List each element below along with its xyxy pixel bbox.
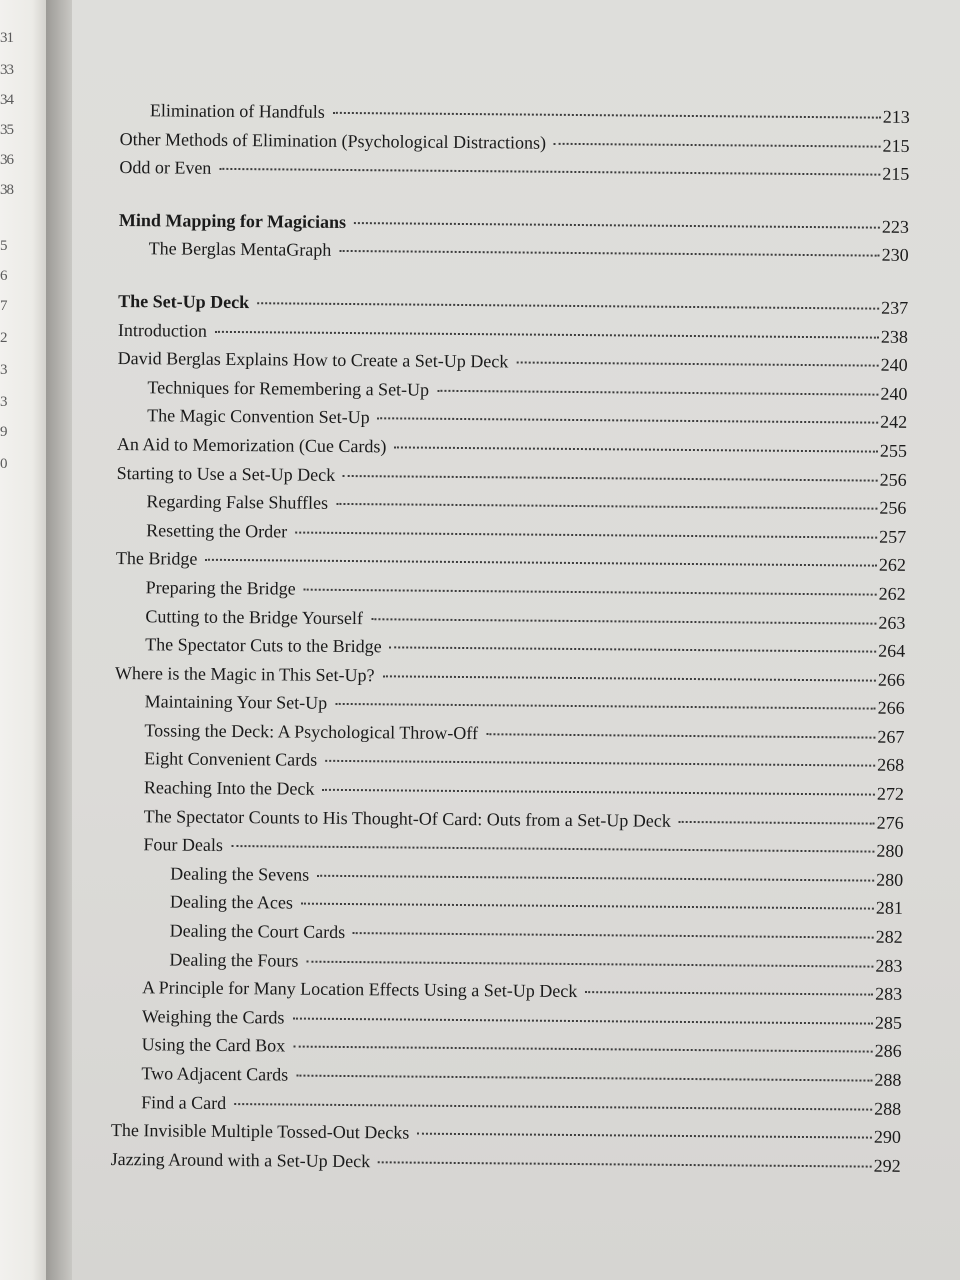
dot-leader xyxy=(322,788,875,796)
toc-entry-title: Introduction xyxy=(117,319,208,341)
left-page-number-fragment: 5 xyxy=(0,238,7,254)
dot-leader xyxy=(325,759,875,767)
toc-entry-page: 257 xyxy=(879,526,907,547)
toc-entry-title: The Bridge xyxy=(115,548,198,570)
dot-leader xyxy=(295,530,877,538)
toc-entry-title: Odd or Even xyxy=(119,157,212,178)
toc-entry-title: Starting to Use a Set-Up Deck xyxy=(116,462,336,485)
toc-entry-page: 268 xyxy=(877,755,905,776)
toc-entry-page: 262 xyxy=(878,583,906,604)
toc-entry-page: 240 xyxy=(880,354,908,376)
toc-entry-page: 255 xyxy=(879,440,908,461)
toc-entry-title: Where is the Magic in This Set-Up? xyxy=(114,662,375,685)
toc-entry-title: The Spectator Counts to His Thought-Of Card: Outs from a Set-Up Deck xyxy=(143,805,671,831)
toc-entry-page: 263 xyxy=(878,612,906,633)
toc-entry-title: Mind Mapping for Magicians xyxy=(118,209,347,232)
toc-entry-title: Dealing the Fours xyxy=(169,949,299,971)
toc-entry-page: 281 xyxy=(875,898,904,919)
toc-entry-title: Four Deals xyxy=(143,834,224,856)
toc-entry-page: 240 xyxy=(880,383,908,404)
dot-leader xyxy=(343,473,878,481)
toc-entry-title: The Invisible Multiple Tossed-Out Decks xyxy=(110,1120,410,1143)
toc-entry-page: 285 xyxy=(874,1012,903,1033)
left-page-edge xyxy=(0,0,46,1280)
left-page-number-fragment: 34 xyxy=(0,92,13,108)
toc-entry-title: Maintaining Your Set-Up xyxy=(144,691,328,714)
dot-leader xyxy=(437,389,878,396)
toc-entry-title: An Aid to Memorization (Cue Cards) xyxy=(116,433,387,457)
toc-entry-title: The Set-Up Deck xyxy=(118,290,250,313)
toc-entry-title: Regarding False Shuffles xyxy=(146,491,329,513)
toc-entry-title: Weighing the Cards xyxy=(141,1006,285,1028)
toc-entry-page: 290 xyxy=(873,1126,902,1148)
toc-entry-page: 262 xyxy=(878,554,907,576)
toc-entry-title: The Berglas MentaGraph xyxy=(148,238,332,261)
dot-leader xyxy=(394,445,878,452)
left-page-number-fragment: 35 xyxy=(0,122,13,138)
toc-entry-title: Dealing the Sevens xyxy=(170,863,310,885)
dot-leader xyxy=(257,301,879,309)
toc-entry-page: 256 xyxy=(879,497,907,519)
toc-entry-title: Using the Card Box xyxy=(141,1034,286,1056)
toc-entry-title: Reaching Into the Deck xyxy=(143,777,315,799)
left-page-number-fragment: 2 xyxy=(0,330,7,346)
book-gutter xyxy=(46,0,72,1280)
toc-entry-page: 215 xyxy=(882,163,910,185)
toc-entry-page: 230 xyxy=(881,245,909,266)
table-of-contents xyxy=(111,96,910,1180)
dot-leader xyxy=(333,111,881,119)
toc-entry-page: 282 xyxy=(875,926,903,947)
dot-leader xyxy=(585,990,873,996)
dot-leader xyxy=(679,820,875,825)
toc-entry-page: 280 xyxy=(876,840,904,862)
toc-entry-page: 213 xyxy=(882,106,910,127)
toc-entry-title: Preparing the Bridge xyxy=(145,577,296,599)
toc-entry-page: 288 xyxy=(874,1069,902,1090)
dot-leader xyxy=(339,249,879,257)
toc-entry-title: Dealing the Aces xyxy=(169,891,294,913)
dot-leader xyxy=(353,931,874,939)
dot-leader xyxy=(231,844,875,853)
toc-entry-title: A Principle for Many Location Effects Using a Set-Up Deck xyxy=(142,977,578,1002)
dot-leader xyxy=(234,1102,872,1111)
toc-entry-page: 267 xyxy=(877,726,905,747)
dot-leader xyxy=(378,1160,872,1167)
toc-entry-title: David Berglas Explains How to Create a Set-Up Deck xyxy=(117,348,509,372)
dot-leader xyxy=(292,1016,872,1024)
left-page-number-fragment: 9 xyxy=(0,424,7,440)
dot-leader xyxy=(371,617,876,624)
toc-entry-page: 266 xyxy=(877,669,906,690)
toc-entry-title: The Magic Convention Set-Up xyxy=(147,405,370,428)
dot-leader xyxy=(301,902,874,910)
toc-entry-title: The Spectator Cuts to the Bridge xyxy=(145,634,382,657)
toc-entry-page: 264 xyxy=(878,640,906,661)
toc-entry-title: Dealing the Court Cards xyxy=(169,920,346,943)
left-page-number-fragment: 3 xyxy=(0,394,7,410)
toc-entry-page: 276 xyxy=(876,812,904,833)
left-page-number-fragment: 7 xyxy=(0,298,7,314)
toc-entry-page: 283 xyxy=(875,955,903,976)
dot-leader xyxy=(383,674,876,681)
toc-entry-page: 266 xyxy=(877,697,905,719)
left-page-number-fragment: 38 xyxy=(0,182,13,198)
dot-leader xyxy=(378,417,879,424)
dot-leader xyxy=(296,1074,872,1082)
dot-leader xyxy=(317,874,874,882)
toc-entry-title: Tossing the Deck: A Psychological Throw-Off xyxy=(144,720,479,744)
dot-leader xyxy=(516,361,878,367)
toc-entry-title: Find a Card xyxy=(141,1091,227,1113)
dot-leader xyxy=(293,1045,873,1053)
dot-leader xyxy=(486,732,875,738)
toc-entry-title: Cutting to the Bridge Yourself xyxy=(145,605,364,628)
dot-leader xyxy=(205,558,877,567)
left-page-number-fragment: 3 xyxy=(0,362,7,378)
left-page-number-fragment: 36 xyxy=(0,152,13,168)
left-page-number-fragment: 0 xyxy=(0,456,7,472)
toc-entry-title: Jazzing Around with a Set-Up Deck xyxy=(110,1148,371,1172)
toc-entry-page: 272 xyxy=(876,783,905,804)
dot-leader xyxy=(390,645,877,652)
dot-leader xyxy=(219,167,880,176)
dot-leader xyxy=(336,502,877,510)
toc-entry-title: Other Methods of Elimination (Psychological Distractions) xyxy=(119,128,547,153)
toc-entry-title: Eight Convenient Cards xyxy=(144,748,318,771)
dot-leader xyxy=(215,329,879,338)
toc-entry-page: 215 xyxy=(882,135,910,156)
dot-leader xyxy=(354,221,880,229)
toc-entry-page: 237 xyxy=(881,297,909,318)
toc-entry-page: 288 xyxy=(874,1098,902,1119)
left-page-number-fragment: 33 xyxy=(0,62,13,78)
toc-entry-title: Elimination of Handfuls xyxy=(149,100,325,122)
toc-entry-page: 223 xyxy=(881,216,909,237)
toc-entry-page: 280 xyxy=(876,869,904,890)
toc-entry-page: 292 xyxy=(873,1155,901,1176)
toc-entry-page: 256 xyxy=(879,469,907,490)
dot-leader xyxy=(417,1132,872,1139)
toc-entry-title: Two Adjacent Cards xyxy=(141,1063,289,1085)
toc-entry-page: 242 xyxy=(880,411,908,433)
dot-leader xyxy=(306,959,873,967)
toc-entry-title: Techniques for Remembering a Set-Up xyxy=(147,377,430,400)
toc-entry-page: 238 xyxy=(880,326,909,347)
toc-entry-page: 283 xyxy=(875,983,903,1005)
left-page-number-fragment: 31 xyxy=(0,30,13,46)
dot-leader xyxy=(304,588,877,596)
toc-entry-page: 286 xyxy=(874,1041,902,1062)
left-page-number-fragment: 6 xyxy=(0,268,7,284)
toc-entry-title: Resetting the Order xyxy=(146,519,288,542)
dot-leader xyxy=(554,141,881,147)
dot-leader xyxy=(335,702,875,710)
